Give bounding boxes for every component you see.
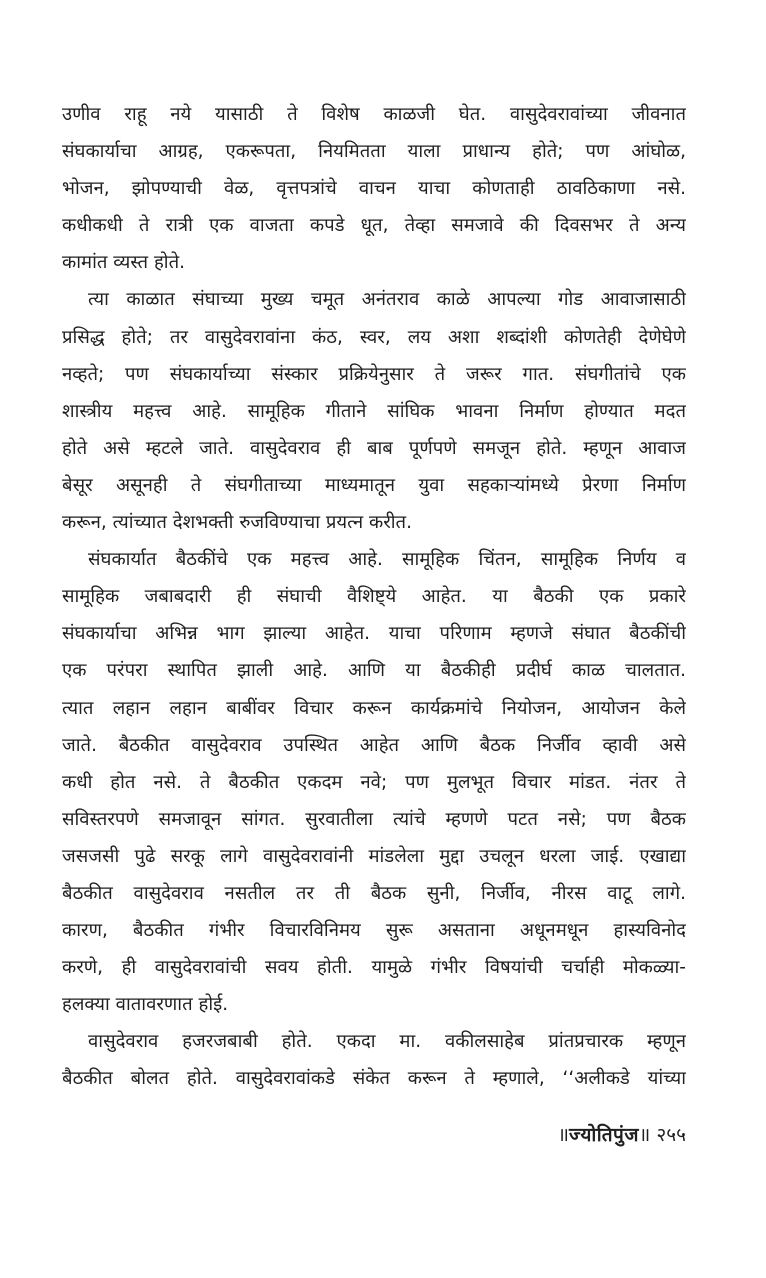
text-line: वासुदेवराव हजरजबाबी होते. एकदा मा. वकीलसाहेब प्रांतप्रचारक म्हणून	[88, 1031, 686, 1053]
page-footer	[558, 1122, 686, 1148]
book-title: ज्योतिपुंज	[568, 1124, 639, 1146]
paragraph	[62, 96, 686, 281]
text-line: सामूहिक जबाबदारी ही संघाची वैशिष्ट्ये आहेत. या बैठकी एक प्रकारे	[62, 586, 686, 608]
text-line: संघकार्याचा अभिन्न भाग झाल्या आहेत. याचा परिणाम म्हणजे संघात बैठकींची	[62, 623, 686, 645]
text-line: कामांत व्यस्त होते.	[62, 252, 185, 274]
text-line: कारण, बैठकीत गंभीर विचारविनिमय सुरू असताना अधूनमधून हास्यविनोद	[62, 920, 686, 942]
page-number: २५५	[656, 1124, 686, 1146]
text-line: एक परंपरा स्थापित झाली आहे. आणि या बैठकीही प्रदीर्घ काळ चालतात.	[62, 660, 686, 682]
text-line: प्रसिद्ध होते; तर वासुदेवरावांना कंठ, स्वर, लय अशा शब्दांशी कोणतेही देणेघेणे	[62, 326, 686, 348]
paragraph	[62, 281, 686, 541]
text-line: भोजन, झोपण्याची वेळ, वृत्तपत्रांचे वाचन याचा कोणताही ठावठिकाणा नसे.	[62, 178, 686, 200]
text-line: कधी होत नसे. ते बैठकीत एकदम नवे; पण मुलभूत विचार मांडत. नंतर ते	[62, 771, 686, 793]
text-line: त्यात लहान लहान बाबींवर विचार करून कार्यक्रमांचे नियोजन, आयोजन केले	[62, 697, 686, 719]
text-line: कधीकधी ते रात्री एक वाजता कपडे धूत, तेव्हा समजावे की दिवसभर ते अन्य	[62, 215, 686, 237]
text-line: करणे, ही वासुदेवरावांची सवय होती. यामुळे गंभीर विषयांची चर्चाही मोकळ्या-	[62, 957, 686, 979]
text-line: बेसूर असूनही ते संघगीताच्या माध्यमातून युवा सहकाऱ्यांमध्ये प्रेरणा निर्माण	[62, 474, 686, 496]
text-line: होते असे म्हटले जाते. वासुदेवराव ही बाब पूर्णपणे समजून होते. म्हणून आवाज	[62, 437, 686, 459]
text-line: जसजसी पुढे सरकू लागे वासुदेवरावांनी मांडलेला मुद्दा उचलून धरला जाई. एखाद्या	[62, 845, 686, 867]
text-line: उणीव राहू नये यासाठी ते विशेष काळजी घेत. वासुदेवरावांच्या जीवनात	[62, 104, 686, 125]
text-line: हलक्या वातावरणात होई.	[62, 994, 229, 1016]
text-line: बैठकीत बोलत होते. वासुदेवरावांकडे संकेत करून ते म्हणाले, ‘‘अलीकडे यांच्या	[62, 1068, 686, 1090]
footer-right-mark: ॥	[638, 1124, 651, 1146]
text-line: जाते. बैठकीत वासुदेवराव उपस्थित आहेत आणि बैठक निर्जीव व्हावी असे	[62, 734, 686, 756]
footer-left-mark: ॥	[557, 1124, 569, 1146]
paragraph	[62, 1023, 686, 1097]
text-line: संघकार्याचा आग्रह, एकरूपता, नियमितता याला प्राधान्य होते; पण आंघोळ,	[62, 141, 686, 163]
text-line: त्या काळात संघाच्या मुख्य चमूत अनंतराव काळे आपल्या गोड आवाजासाठी	[88, 289, 686, 311]
text-line: सविस्तरपणे समजावून सांगत. सुरवातीला त्यांचे म्हणणे पटत नसे; पण बैठक	[62, 808, 686, 830]
text-line: करून, त्यांच्यात देशभक्ती रुजविण्याचा प्रयत्न करीत.	[62, 512, 412, 534]
paragraph	[62, 541, 686, 1023]
text-line: नव्हते; पण संघकार्याच्या संस्कार प्रक्रियेनुसार ते जरूर गात. संघगीतांचे एक	[62, 363, 686, 385]
body-text	[62, 96, 686, 1098]
text-line: शास्त्रीय महत्त्व आहे. सामूहिक गीताने सांघिक भावना निर्माण होण्यात मदत	[62, 400, 686, 422]
text-line: संघकार्यात बैठकींचे एक महत्त्व आहे. सामूहिक चिंतन, सामूहिक निर्णय व	[88, 549, 686, 571]
text-line: बैठकीत वासुदेवराव नसतील तर ती बैठक सुनी, निर्जीव, नीरस वाटू लागे.	[62, 882, 686, 904]
